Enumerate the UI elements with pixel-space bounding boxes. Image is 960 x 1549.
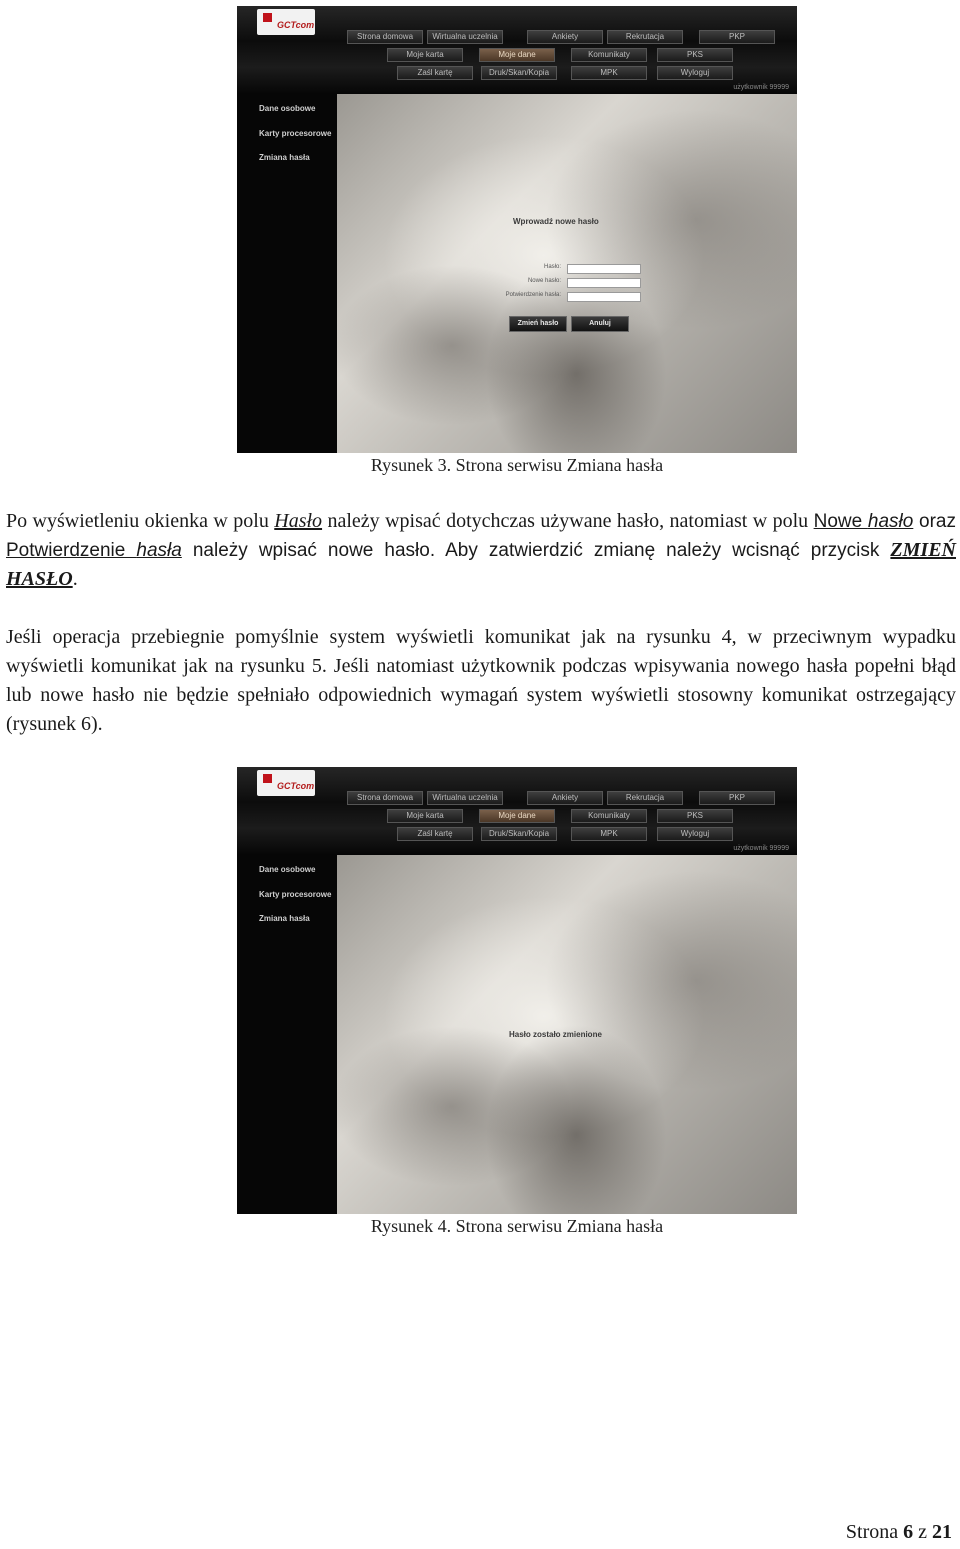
text-run: należy wpisać nowe hasło. Aby zatwierdzić zmianę należy wcisnąć przycisk — [181, 540, 891, 561]
nav-strona-domowa[interactable]: Strona domowa — [347, 30, 423, 44]
success-message: Hasło zostało zmienione — [509, 1030, 602, 1039]
nav-rekrutacja[interactable]: Rekrutacja — [607, 30, 683, 44]
text-run: Po wyświetleniu okienka w polu — [6, 510, 275, 532]
logo-mark-icon — [263, 13, 272, 22]
field-name-haslo-2: hasło — [867, 511, 914, 532]
confirm-password-label: Potwierdzenie hasła: — [505, 292, 561, 298]
text-run: należy wpisać dotychczas używane hasło, natomiast w polu — [322, 510, 814, 532]
sidebar — [237, 94, 337, 453]
field-name-haslo: Hasło — [274, 510, 323, 532]
nav-row — [237, 30, 797, 44]
password-input[interactable] — [567, 264, 641, 274]
nav-pks[interactable]: PKS — [657, 809, 733, 823]
sidebar-item-dane-osobowe[interactable]: Dane osobowe — [259, 865, 316, 874]
sidebar-item-karty-procesorowe[interactable]: Karty procesorowe — [259, 890, 332, 899]
text-run: oraz — [913, 511, 956, 532]
nav-komunikaty[interactable]: Komunikaty — [571, 809, 647, 823]
nav-zasl-karte[interactable]: Zaśl kartę — [397, 66, 473, 80]
nav-wirtualna-uczelnia[interactable]: Wirtualna uczelnia — [427, 30, 503, 44]
site-header — [237, 6, 797, 94]
nav-pks[interactable]: PKS — [657, 48, 733, 62]
nav-pkp[interactable]: PKP — [699, 791, 775, 805]
logo-mark-icon — [263, 774, 272, 783]
user-label: użytkownik 99999 — [733, 84, 789, 91]
page-number — [846, 1521, 952, 1544]
field-name-potwierdzenie: Potwierdzenie — [6, 540, 137, 561]
nav-row — [237, 66, 797, 80]
confirm-password-input[interactable] — [567, 292, 641, 302]
nav-row — [237, 791, 797, 805]
content-area — [337, 855, 797, 1214]
nav-moje-karta[interactable]: Moje karta — [387, 48, 463, 62]
cancel-button[interactable]: Anuluj — [571, 316, 629, 332]
nav-row — [237, 48, 797, 62]
content-area — [337, 94, 797, 453]
logo-text: GCTcom — [277, 781, 315, 791]
nav-mpk[interactable]: MPK — [571, 66, 647, 80]
nav-komunikaty[interactable]: Komunikaty — [571, 48, 647, 62]
nav-rekrutacja[interactable]: Rekrutacja — [607, 791, 683, 805]
paragraph-results: Jeśli operacja przebiegnie pomyślnie system wyświetli komunikat jak na rysunku 4, w przeciwnym wypadku wyświetli komunikat jak na rysunku 5. Jeśli natomiast użytkownik podczas wpisywania nowego hasła popełni błąd lub nowe hasło nie będzie spełniało odpowiednich wymagań system wyświetli stosowny komunikat ostrzegający (rysunek 6). — [6, 626, 956, 735]
user-label: użytkownik 99999 — [733, 845, 789, 852]
logo-text: GCTcom — [277, 20, 315, 30]
nav-druk-skan-kopia[interactable]: Druk/Skan/Kopia — [481, 827, 557, 841]
password-label: Hasło: — [543, 264, 561, 270]
sidebar-item-zmiana-hasla[interactable]: Zmiana hasła — [259, 153, 310, 162]
sidebar-item-karty-procesorowe[interactable]: Karty procesorowe — [259, 129, 332, 138]
site-header — [237, 767, 797, 855]
nav-zasl-karte[interactable]: Zaśl kartę — [397, 827, 473, 841]
paragraph-instructions — [6, 507, 956, 594]
change-password-button[interactable]: Zmień hasło — [509, 316, 567, 332]
new-password-label: Nowe hasło: — [527, 278, 561, 284]
nav-moje-karta[interactable]: Moje karta — [387, 809, 463, 823]
nav-wirtualna-uczelnia[interactable]: Wirtualna uczelnia — [427, 791, 503, 805]
nav-strona-domowa[interactable]: Strona domowa — [347, 791, 423, 805]
nav-ankiety[interactable]: Ankiety — [527, 791, 603, 805]
nav-row — [237, 809, 797, 823]
field-name-nowe: Nowe — [813, 511, 868, 532]
sidebar — [237, 855, 337, 1214]
page-separator: z — [913, 1521, 932, 1543]
nav-wyloguj[interactable]: Wyloguj — [657, 827, 733, 841]
nav-ankiety[interactable]: Ankiety — [527, 30, 603, 44]
sidebar-item-zmiana-hasla[interactable]: Zmiana hasła — [259, 914, 310, 923]
sidebar-item-dane-osobowe[interactable]: Dane osobowe — [259, 104, 316, 113]
nav-pkp[interactable]: PKP — [699, 30, 775, 44]
button-name-zmien-haslo: ZMIEŃ HASŁO — [6, 539, 956, 590]
page-prefix: Strona — [845, 1521, 904, 1543]
total-pages: 21 — [932, 1521, 952, 1543]
nav-wyloguj[interactable]: Wyloguj — [657, 66, 733, 80]
nav-moje-dane[interactable]: Moje dane — [479, 48, 555, 62]
new-password-input[interactable] — [567, 278, 641, 288]
nav-mpk[interactable]: MPK — [571, 827, 647, 841]
nav-moje-dane[interactable]: Moje dane — [479, 809, 555, 823]
nav-row — [237, 827, 797, 841]
figure-caption: Rysunek 4. Strona serwisu Zmiana hasła — [370, 1216, 664, 1236]
screenshot-change-password — [237, 6, 797, 453]
nav-druk-skan-kopia[interactable]: Druk/Skan/Kopia — [481, 66, 557, 80]
field-name-hasla: hasła — [136, 540, 182, 561]
figure-caption: Rysunek 3. Strona serwisu Zmiana hasła — [370, 455, 664, 475]
current-page: 6 — [903, 1521, 914, 1543]
form-title: Wprowadź nowe hasło — [513, 217, 599, 226]
text-run: . — [72, 568, 78, 590]
screenshot-password-changed — [237, 767, 797, 1214]
